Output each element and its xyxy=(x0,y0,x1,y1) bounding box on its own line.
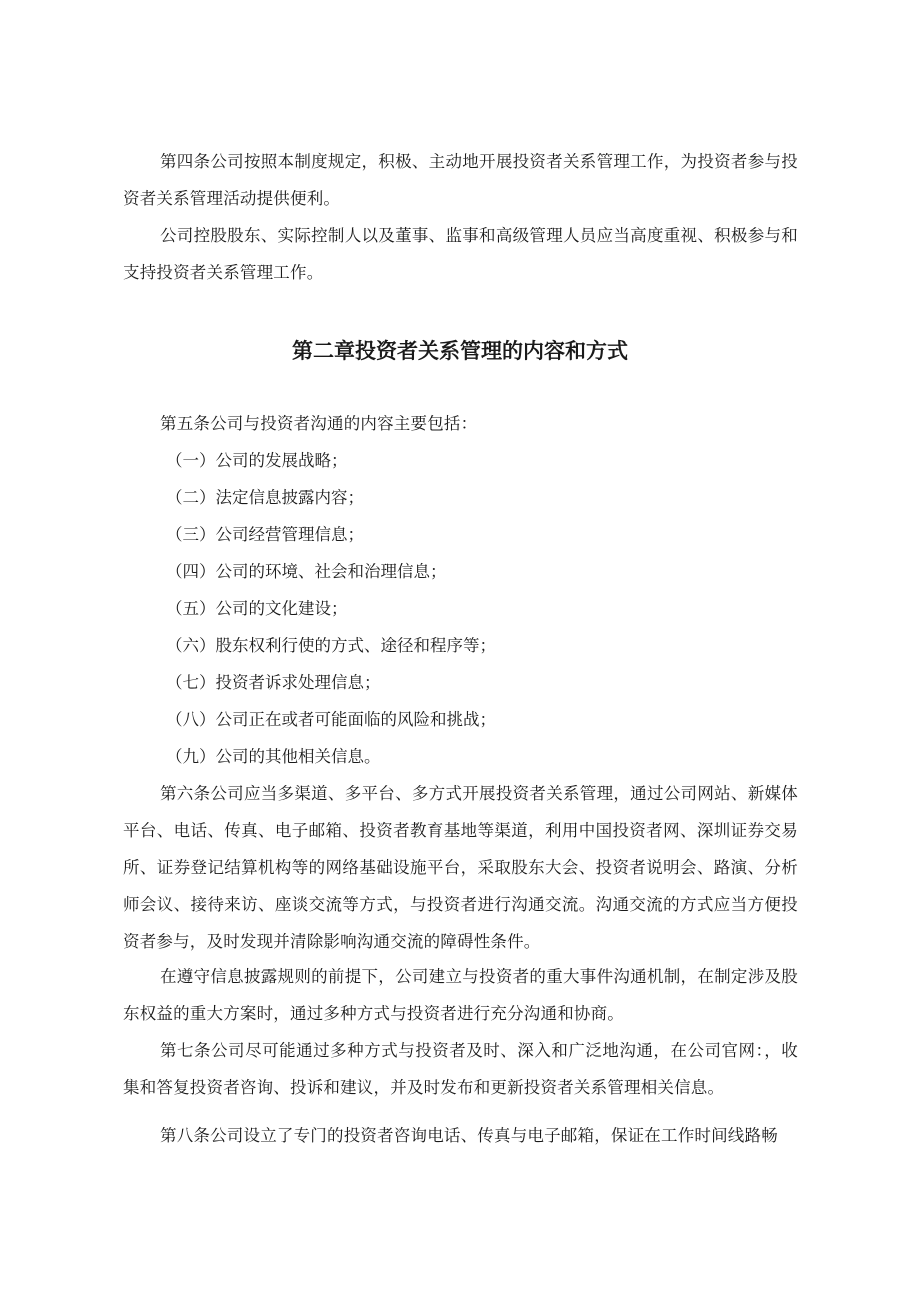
article-7-paragraph: 第七条公司尽可能通过多种方式与投资者及时、深入和广泛地沟通，在公司官网：，收集和答复投资者咨询、投诉和建议，并及时发布和更新投资者关系管理相关信息。 xyxy=(123,1041,798,1097)
article-4-paragraph: 第四条公司按照本制度规定，积极、主动地开展投资者关系管理工作，为投资者参与投资者关系管理活动提供便利。 xyxy=(123,152,798,208)
article-5-item-9: （九）公司的其他相关信息。 xyxy=(166,747,381,766)
article-5-item-6: （六）股东权利行使的方式、途径和程序等； xyxy=(166,636,496,655)
article-5-item-7: （七）投资者诉求处理信息； xyxy=(166,673,381,692)
article-5-item-3: （三）公司经营管理信息； xyxy=(166,525,364,544)
article-5-item-5: （五）公司的文化建设； xyxy=(166,599,348,618)
article-5-item-1: （一）公司的发展战略； xyxy=(166,451,348,470)
article-5-item-4: （四）公司的环境、社会和治理信息； xyxy=(166,562,447,581)
article-8-paragraph: 第八条公司设立了专门的投资者咨询电话、传真与电子邮箱，保证在工作时间线路畅 xyxy=(160,1126,778,1145)
article-4-second-paragraph: 公司控股股东、实际控制人以及董事、监事和高级管理人员应当高度重视、积极参与和支持投资者关系管理工作。 xyxy=(123,226,798,282)
article-6-paragraph: 第六条公司应当多渠道、多平台、多方式开展投资者关系管理，通过公司网站、新媒体平台、电话、传真、电子邮箱、投资者教育基地等渠道，利用中国投资者网、深圳证券交易所、证券登记结算机构等的网络基础设施平台，采取股东大会、投资者说明会、路演、分析师会议、接待来访、座谈交流等方式，与投资者进行沟通交流。沟通交流的方式应当方便投资者参与，及时发现并清除影响沟通交流的障碍性条件。 xyxy=(123,784,798,951)
article-5-item-8: （八）公司正在或者可能面临的风险和挑战； xyxy=(166,710,496,729)
chapter-2-title: 第二章投资者关系管理的内容和方式 xyxy=(292,339,628,363)
article-5-paragraph: 第五条公司与投资者沟通的内容主要包括： xyxy=(160,414,478,433)
article-6-second-paragraph: 在遵守信息披露规则的前提下，公司建立与投资者的重大事件沟通机制，在制定涉及股东权益的重大方案时，通过多种方式与投资者进行充分沟通和协商。 xyxy=(123,967,798,1023)
article-5-item-2: （二）法定信息披露内容； xyxy=(166,488,364,507)
